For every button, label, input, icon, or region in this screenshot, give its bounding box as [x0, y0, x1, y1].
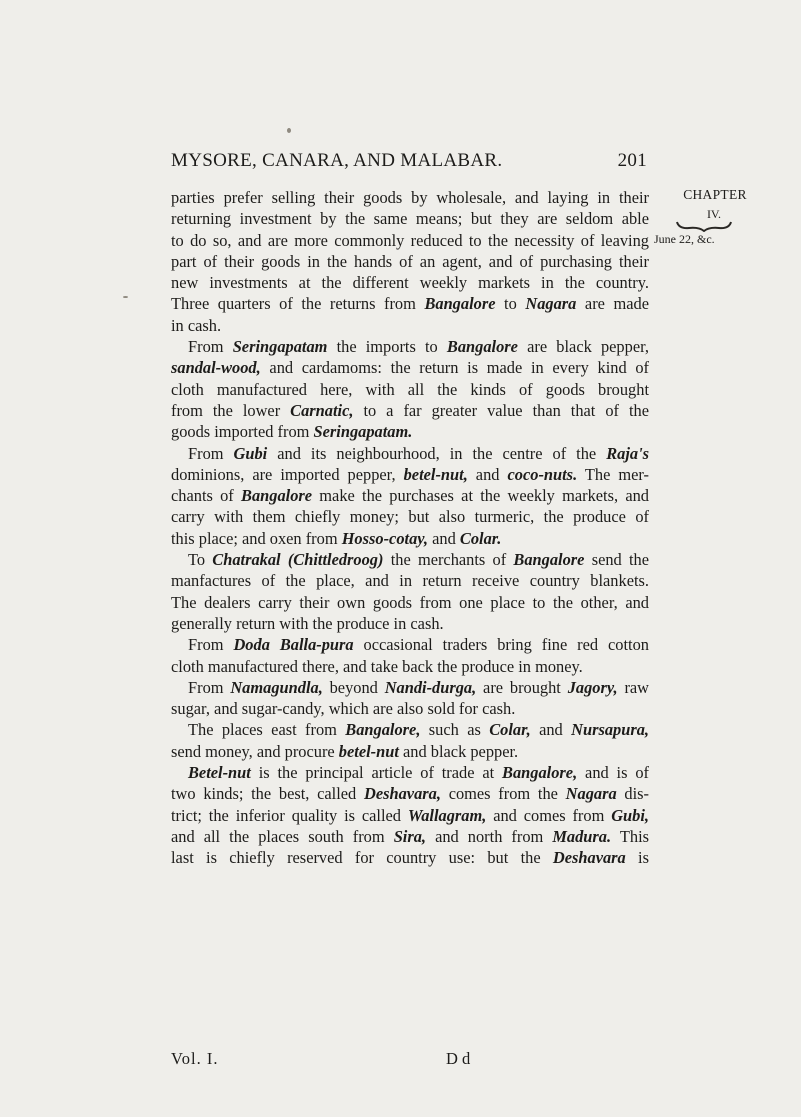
text-run: from the lower: [171, 400, 291, 420]
text-line: [171, 741, 649, 762]
text-run: From: [188, 337, 233, 357]
text-run: the imports to: [327, 337, 447, 357]
text-line: [171, 656, 649, 677]
text-run: and black pepper.: [398, 741, 519, 761]
text-run: dis-: [616, 784, 649, 804]
text-line: [171, 506, 649, 527]
text-run: are brought: [476, 677, 568, 697]
italic-term: Nursapura,: [571, 720, 649, 740]
italic-term: Nagara: [525, 294, 577, 314]
text-run: carry with them chiefly money; but also turmeric, the produce of: [171, 507, 649, 527]
volume-mark: Vol. I.: [171, 1049, 219, 1068]
text-line: [171, 379, 649, 400]
text-line: [171, 783, 649, 804]
signature-mark: D d: [446, 1049, 471, 1068]
margin-date: June 22, &c.: [654, 232, 715, 246]
text-line: [171, 400, 649, 421]
text-run: in cash.: [171, 315, 222, 335]
text-run: returning investment by the same means; but they are seldom able: [171, 209, 649, 229]
text-run: such as: [420, 720, 490, 740]
italic-term: Hosso-cotay,: [341, 528, 429, 548]
italic-term: Namagundla,: [230, 677, 323, 697]
italic-term: Gubi,: [611, 805, 649, 825]
text-run: parties prefer selling their goods by wholesale, and laying in their: [171, 188, 649, 207]
brace-ornament-icon: [675, 220, 733, 232]
text-line: [171, 187, 649, 208]
text-line: [171, 443, 649, 464]
text-line: [171, 549, 649, 570]
text-run: The mer-: [577, 464, 649, 484]
italic-term: Nagara: [565, 784, 617, 804]
paper-speck: [123, 296, 128, 298]
page-footer: [171, 1049, 531, 1073]
text-run: is the principal article of trade at: [250, 763, 503, 783]
text-run: and: [530, 720, 572, 740]
text-line: [171, 336, 649, 357]
text-line: [171, 485, 649, 506]
italic-term: betel-nut,: [403, 464, 468, 484]
italic-term: Bangalore,: [345, 720, 421, 740]
text-run: chants of: [171, 486, 242, 506]
italic-term: sandal-wood,: [171, 358, 261, 378]
text-run: send money, and procure: [171, 741, 339, 761]
paper-speck: [287, 128, 291, 133]
text-run: From: [188, 443, 234, 463]
text-line: [171, 315, 649, 336]
italic-term: Bangalore: [424, 294, 496, 314]
text-run: this place; and oxen from: [171, 528, 342, 548]
text-run: generally return with the produce in cash.: [171, 613, 444, 633]
text-run: Three quarters of the returns from: [171, 294, 425, 314]
text-run: send the: [584, 550, 649, 570]
text-line: [171, 698, 649, 719]
text-run: occasional traders bring fine red cotton: [353, 635, 649, 655]
text-line: [171, 464, 649, 485]
text-run: the merchants of: [383, 550, 514, 570]
italic-term: Gubi: [233, 443, 268, 463]
text-run: and north from: [426, 826, 553, 846]
italic-term: Bangalore: [446, 337, 518, 357]
text-line: [171, 719, 649, 740]
italic-term: Seringapatam.: [313, 422, 413, 442]
text-run: to do so, and are more commonly reduced to the necessity of leaving: [171, 230, 649, 250]
text-run: and is of: [577, 763, 649, 783]
text-run: raw: [617, 677, 649, 697]
text-line: [171, 613, 649, 634]
margin-chapter-label: CHAPTER: [683, 187, 747, 202]
text-line: [171, 847, 649, 868]
italic-term: Wallagram,: [407, 805, 487, 825]
italic-term: Madura.: [552, 826, 612, 846]
italic-term: coco-nuts.: [507, 464, 578, 484]
margin-chapter-number: IV.: [706, 207, 722, 221]
text-line: [171, 357, 649, 378]
text-run: make the purchases at the weekly markets, and: [312, 486, 649, 506]
italic-term: Deshavara: [552, 848, 626, 868]
text-run: to a far greater value than that of the: [353, 400, 649, 420]
italic-term: Raja's: [606, 443, 649, 463]
italic-term: Bangalore: [513, 550, 585, 570]
text-line: [171, 570, 649, 591]
text-run: last is chiefly reserved for country use: but the: [171, 848, 553, 868]
italic-term: Carnatic,: [290, 400, 354, 420]
italic-term: Seringapatam: [232, 337, 328, 357]
text-run: and its neighbourhood, in the centre of the: [267, 443, 607, 463]
text-run: is: [625, 848, 649, 868]
italic-term: Deshavara,: [364, 784, 441, 804]
text-run: and: [428, 528, 460, 548]
text-line: [171, 208, 649, 229]
margin-note: [653, 187, 793, 247]
text-run: trict; the inferior quality is called: [171, 805, 408, 825]
text-line: [171, 762, 649, 783]
text-run: The dealers carry their own goods from one place to the other, and: [171, 592, 649, 612]
text-run: From: [188, 677, 231, 697]
text-run: beyond: [322, 677, 385, 697]
text-run: part of their goods in the hands of an agent, and of purchasing their: [171, 251, 649, 271]
italic-term: betel-nut: [338, 741, 399, 761]
text-line: [171, 677, 649, 698]
italic-term: Chatrakal (Chittledroog): [212, 550, 384, 570]
text-run: to: [495, 294, 526, 314]
text-line: [171, 251, 649, 272]
text-line: [171, 272, 649, 293]
text-line: [171, 826, 649, 847]
text-run: two kinds; the best, called: [171, 784, 364, 804]
italic-term: Betel-nut: [188, 763, 251, 783]
text-run: are made: [576, 294, 649, 314]
text-run: cloth manufactured there, and take back the produce in money.: [171, 656, 583, 676]
text-run: goods imported from: [171, 422, 314, 442]
text-run: and all the places south from: [171, 826, 394, 846]
text-run: This: [611, 826, 649, 846]
italic-term: Doda Balla-pura: [233, 635, 354, 655]
text-run: comes from the: [440, 784, 566, 804]
text-line: [171, 293, 649, 314]
italic-term: Jagory,: [567, 677, 618, 697]
text-run: cloth manufactured here, with all the kinds of goods brought: [171, 379, 649, 399]
text-line: [171, 805, 649, 826]
text-line: [171, 421, 649, 442]
text-run: and cardamoms: the return is made in every kind of: [260, 358, 649, 378]
text-line: [171, 230, 649, 251]
italic-term: Sira,: [393, 826, 427, 846]
body-text: [171, 187, 649, 869]
text-run: From: [188, 635, 234, 655]
text-run: To: [188, 550, 213, 570]
text-run: The places east from: [188, 720, 346, 740]
running-head: [171, 150, 647, 176]
italic-term: Colar.: [459, 528, 502, 548]
italic-term: Bangalore,: [502, 763, 578, 783]
text-line: [171, 528, 649, 549]
text-run: are black pepper,: [517, 337, 649, 357]
text-line: [171, 634, 649, 655]
text-run: new investments at the different weekly markets in the country.: [171, 273, 649, 293]
text-line: [171, 592, 649, 613]
text-run: and comes from: [486, 805, 612, 825]
italic-term: Colar,: [489, 720, 531, 740]
page-number: 201: [617, 150, 647, 171]
text-run: manfactures of the place, and in return receive country blankets.: [171, 571, 649, 591]
text-run: dominions, are imported pepper,: [171, 464, 404, 484]
text-run: and: [467, 464, 508, 484]
text-run: sugar, and sugar-candy, which are also sold for cash.: [171, 699, 516, 719]
italic-term: Bangalore: [241, 486, 313, 506]
running-title: MYSORE, CANARA, AND MALABAR.: [171, 150, 503, 171]
italic-term: Nandi-durga,: [384, 677, 477, 697]
